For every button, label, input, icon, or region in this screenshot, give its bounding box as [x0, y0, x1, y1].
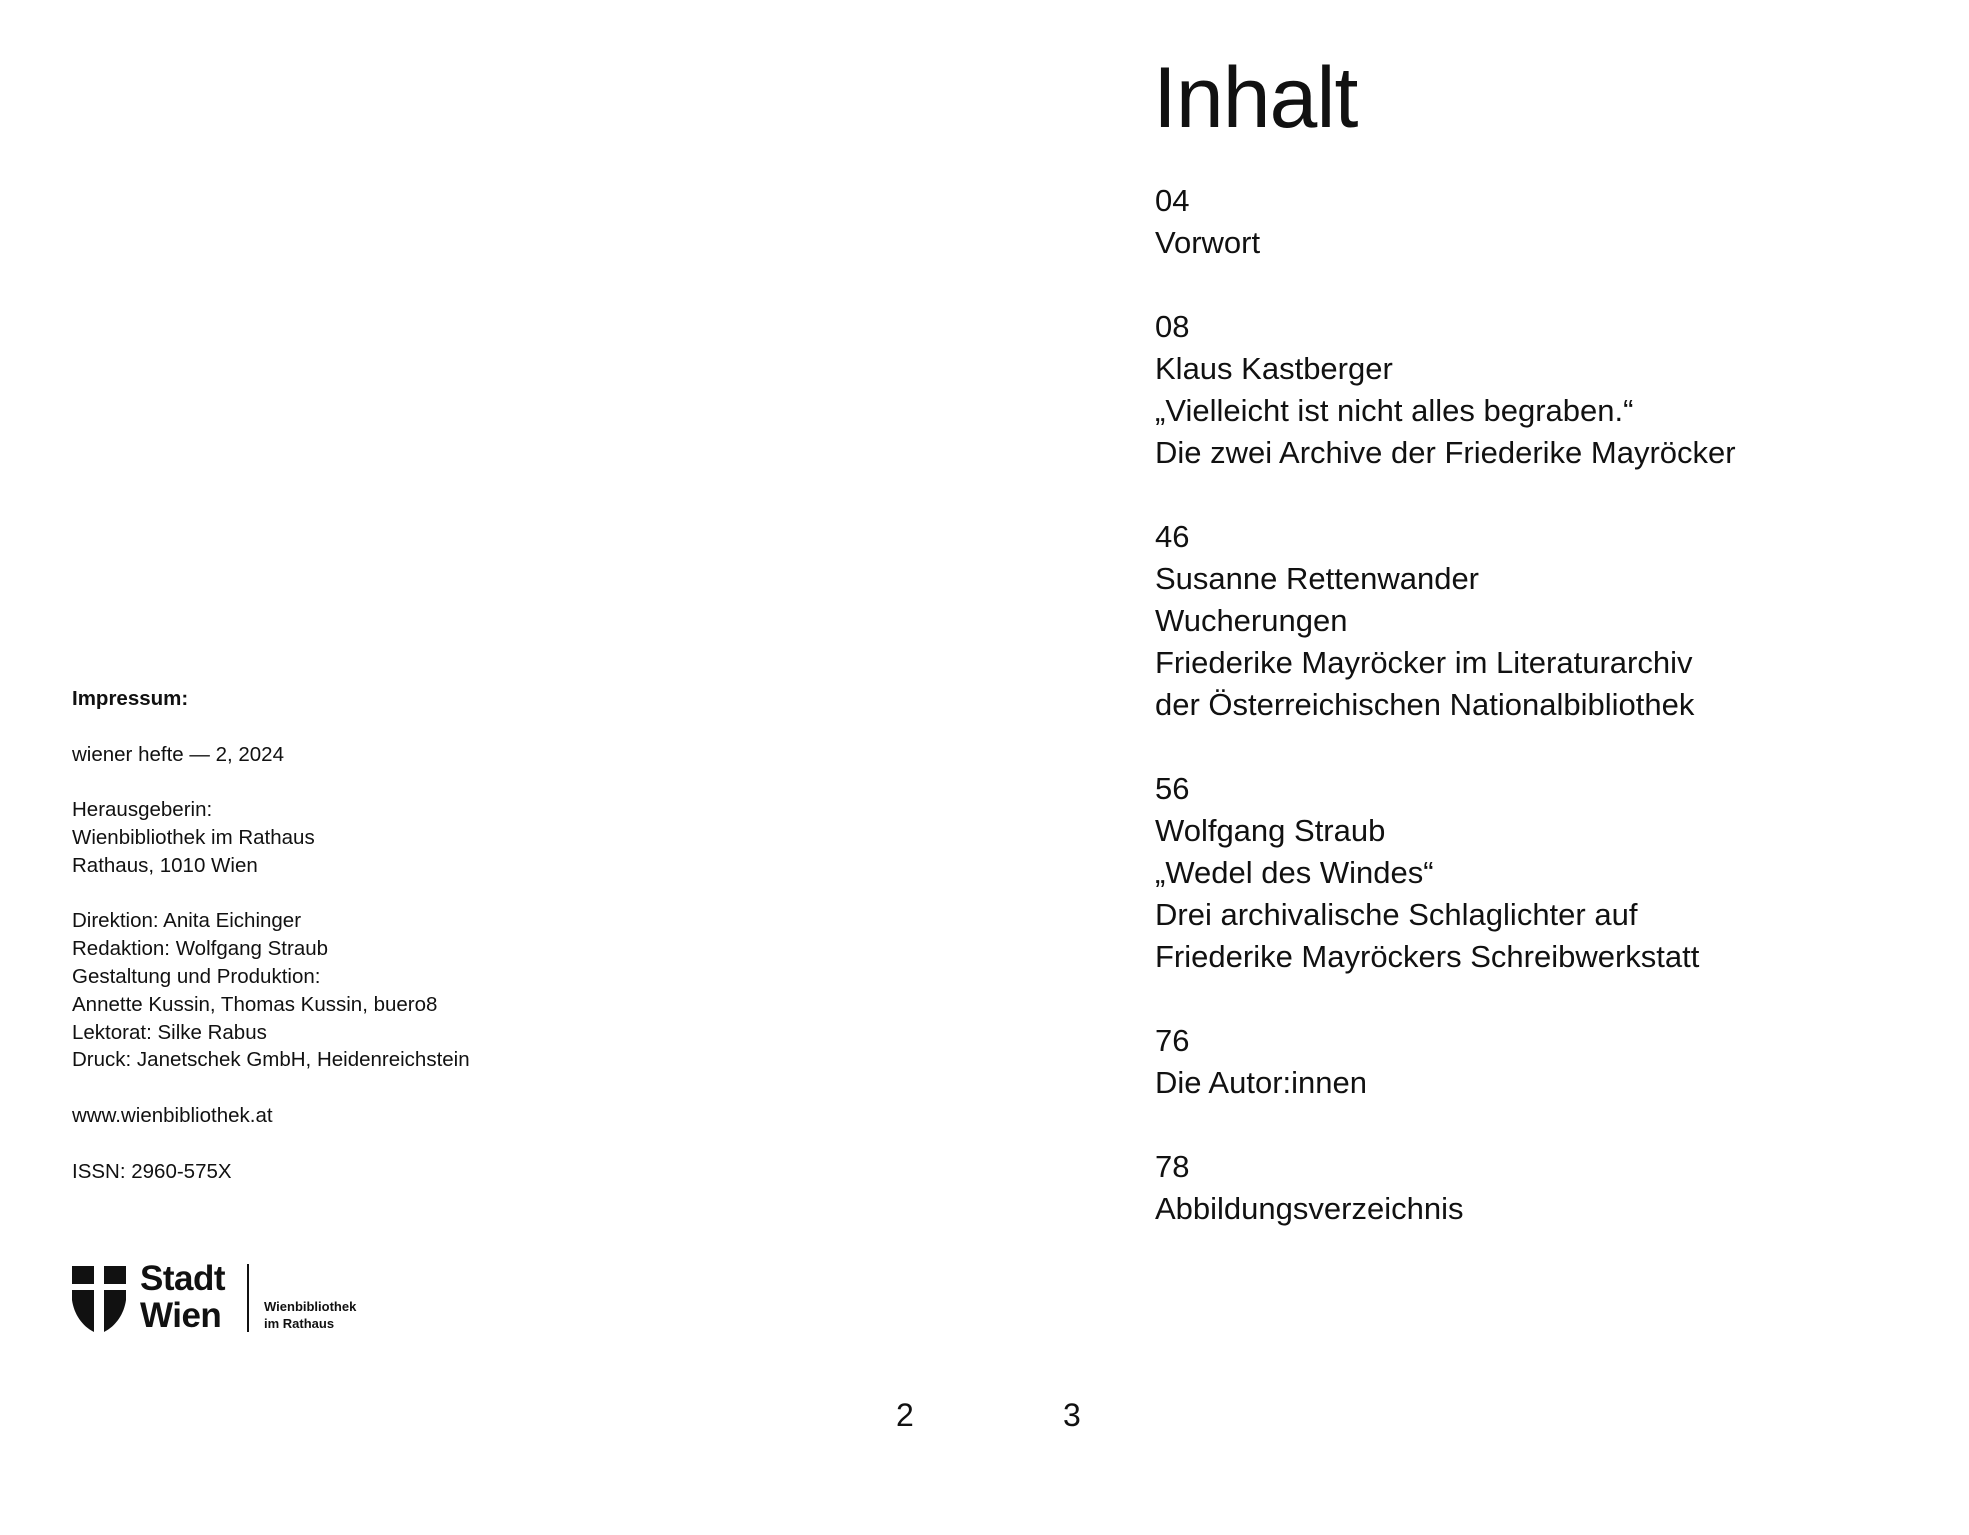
page-number-left: 2 [896, 1397, 914, 1433]
toc-entry-text: Abbildungsverzeichnis [1155, 1191, 1464, 1226]
logo-subtitle [264, 1298, 356, 1332]
toc-entry-text: Friederike Mayröckers Schreibwerkstatt [1155, 939, 1700, 974]
toc-entry-text: Friederike Mayröcker im Literaturarchiv [1155, 645, 1693, 680]
toc-entry-text: Wucherungen [1155, 603, 1348, 638]
logo-sub-line2: im Rathaus [264, 1316, 335, 1331]
toc-entry[interactable] [1155, 768, 1736, 978]
logo-wien: Wien [140, 1296, 222, 1335]
toc-entry-text: „Vielleicht ist nicht alles begraben.“ [1155, 393, 1634, 428]
toc-entry-text: Die Autor:innen [1155, 1065, 1367, 1100]
credit-print: Druck: Janetschek GmbH, Heidenreichstein [72, 1048, 470, 1072]
toc-entry-text: Klaus Kastberger [1155, 351, 1393, 386]
publisher-address: Rathaus, 1010 Wien [72, 853, 258, 877]
toc-entry[interactable] [1155, 516, 1736, 726]
impressum [72, 685, 632, 1185]
toc-entry[interactable] [1155, 1020, 1736, 1104]
credit-proofreading: Lektorat: Silke Rabus [72, 1020, 267, 1044]
toc-entry[interactable] [1155, 1146, 1736, 1230]
toc-entry-text: Susanne Rettenwander [1155, 561, 1480, 596]
vienna-shield-icon [72, 1266, 126, 1332]
stadt-wien-logo [72, 1259, 392, 1335]
logo-sub-line1: Wienbibliothek [264, 1299, 357, 1314]
logo-wordmark [140, 1260, 225, 1334]
toc-entry-text: Wolfgang Straub [1155, 813, 1386, 848]
credit-direction: Direktion: Anita Eichinger [72, 909, 302, 933]
page-number-right: 3 [1063, 1397, 1081, 1433]
website-link[interactable]: www.wienbibliothek.at [72, 1103, 273, 1127]
toc-page-number: 78 [1155, 1149, 1190, 1184]
toc-page-number: 08 [1155, 309, 1190, 344]
page-title: Inhalt [1153, 50, 1358, 146]
toc-entry-text: Vorwort [1155, 225, 1261, 260]
toc-entry-text: Drei archivalische Schlaglichter auf [1155, 897, 1638, 932]
toc-page-number: 56 [1155, 771, 1190, 806]
toc-entry-text: der Österreichischen Nationalbibliothek [1155, 687, 1695, 722]
issn: ISSN: 2960-575X [72, 1159, 232, 1183]
toc-page-number: 04 [1155, 183, 1190, 218]
logo-stadt: Stadt [140, 1259, 225, 1298]
publisher-label: Herausgeberin: [72, 798, 213, 822]
toc-entry-text: „Wedel des Windes“ [1155, 855, 1434, 890]
toc-page-number: 76 [1155, 1023, 1190, 1058]
credit-editor: Redaktion: Wolfgang Straub [72, 937, 329, 961]
toc-entry[interactable] [1155, 180, 1736, 264]
credit-design: Annette Kussin, Thomas Kussin, buero8 [72, 992, 438, 1016]
table-of-contents [1155, 180, 1736, 1272]
credit-design-label: Gestaltung und Produktion: [72, 964, 321, 988]
edition: wiener hefte — 2, 2024 [72, 742, 284, 766]
toc-entry[interactable] [1155, 306, 1736, 474]
publisher-name: Wienbibliothek im Rathaus [72, 825, 315, 849]
logo-divider [247, 1264, 249, 1332]
toc-entry-text: Die zwei Archive der Friederike Mayröcker [1155, 435, 1736, 470]
impressum-heading: Impressum: [72, 687, 189, 710]
toc-page-number: 46 [1155, 519, 1190, 554]
